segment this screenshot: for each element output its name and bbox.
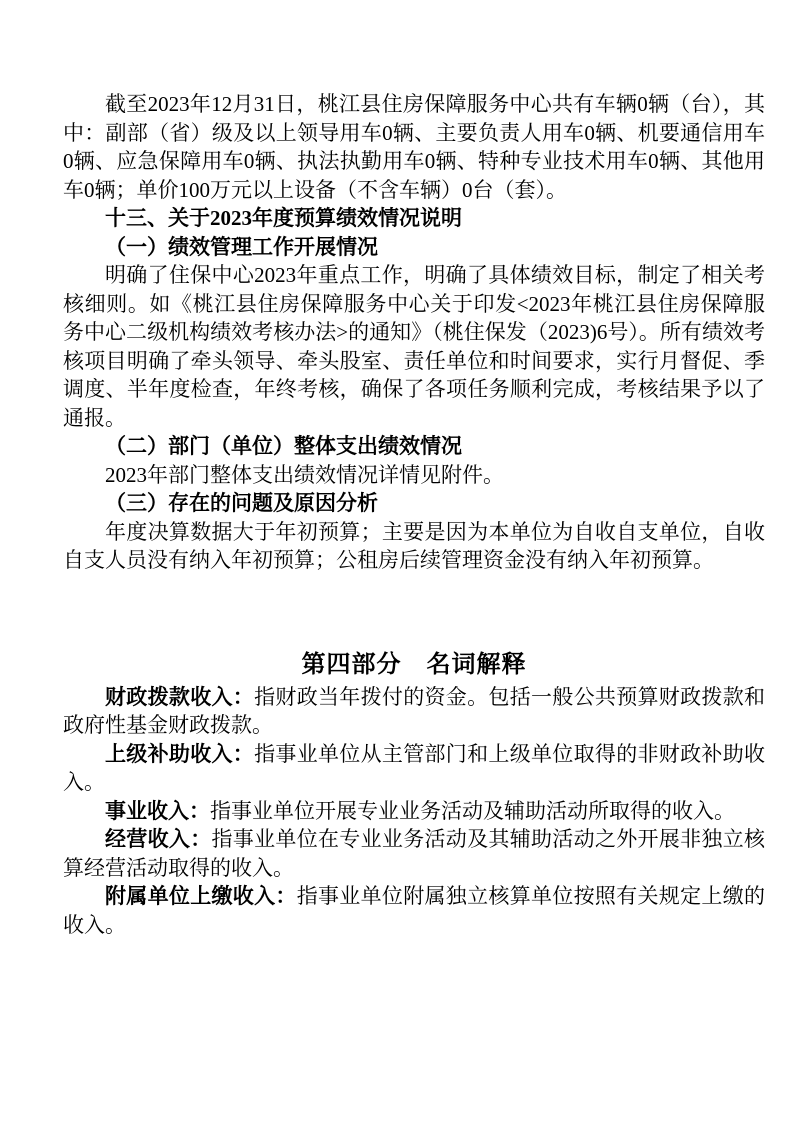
glossary-definition: 指事业单位附属独立核算单位按照有关规定上缴的收入。 — [63, 884, 766, 937]
heading-subsection-2: （二）部门（单位）整体支出绩效情况 — [105, 434, 462, 458]
glossary-definition: 指事业单位在专业业务活动及其辅助活动之外开展非独立核算经营活动取得的收入。 — [63, 827, 765, 880]
glossary-entry — [63, 825, 765, 882]
section-4-title: 第四部分 名词解释 — [301, 651, 527, 678]
glossary-entry — [63, 882, 765, 939]
glossary-definition: 指事业单位从主管部门和上级单位取得的非财政补助收入。 — [63, 741, 766, 794]
glossary-term: 经营收入： — [105, 827, 212, 851]
paragraph-vehicle-summary: 截至2023年12月31日，桃江县住房保障服务中心共有车辆0辆（台），其中：副部（省）级及以上领导用车0辆、主要负责人用车0辆、机要通信用车0辆、应急保障用车0辆、执法执勤用车0辆、特种专业技术用车0辆、其他用车0辆；单价100万元以上设备（不含车辆）0台（套）。 — [63, 92, 765, 202]
paragraph-subsection-2: 2023年部门整体支出绩效情况详情见附件。 — [105, 462, 504, 487]
heading-section-13: 十三、关于2023年度预算绩效情况说明 — [105, 206, 462, 230]
glossary-term: 事业收入： — [105, 798, 210, 823]
glossary-entry — [63, 683, 765, 740]
glossary-term: 附属单位上缴收入： — [105, 884, 297, 908]
paragraph-subsection-1: 明确了住保中心2023年重点工作，明确了具体绩效目标，制定了相关考核细则。如《桃江县住房保障服务中心关于印发<2023年桃江县住房保障服务中心二级机构绩效考核办法>的通知》（桃住保发（2023)6号）。所有绩效考核项目明确了牵头领导、牵头股室、责任单位和时间要求，实行月督促、季调度、半年度检查，年终考核，确保了各项任务顺利完成，考核结果予以了通报。 — [63, 263, 765, 430]
glossary-definition: 指财政当年拨付的资金。包括一般公共预算财政拨款和政府性基金财政拨款。 — [63, 684, 766, 737]
paragraph-subsection-3: 年度决算数据大于年初预算；主要是因为本单位为自收自支单位，自收自支人员没有纳入年初预算；公租房后续管理资金没有纳入年初预算。 — [63, 519, 765, 572]
glossary-entry — [63, 740, 765, 797]
heading-subsection-3: （三）存在的问题及原因分析 — [105, 491, 378, 515]
glossary-term: 财政拨款收入： — [105, 684, 255, 709]
heading-subsection-1: （一）绩效管理工作开展情况 — [105, 234, 378, 259]
glossary-entry — [63, 797, 765, 826]
glossary-definition: 指事业单位开展专业业务活动及辅助活动所取得的收入。 — [210, 798, 735, 823]
glossary-term: 上级补助收入： — [105, 741, 255, 766]
